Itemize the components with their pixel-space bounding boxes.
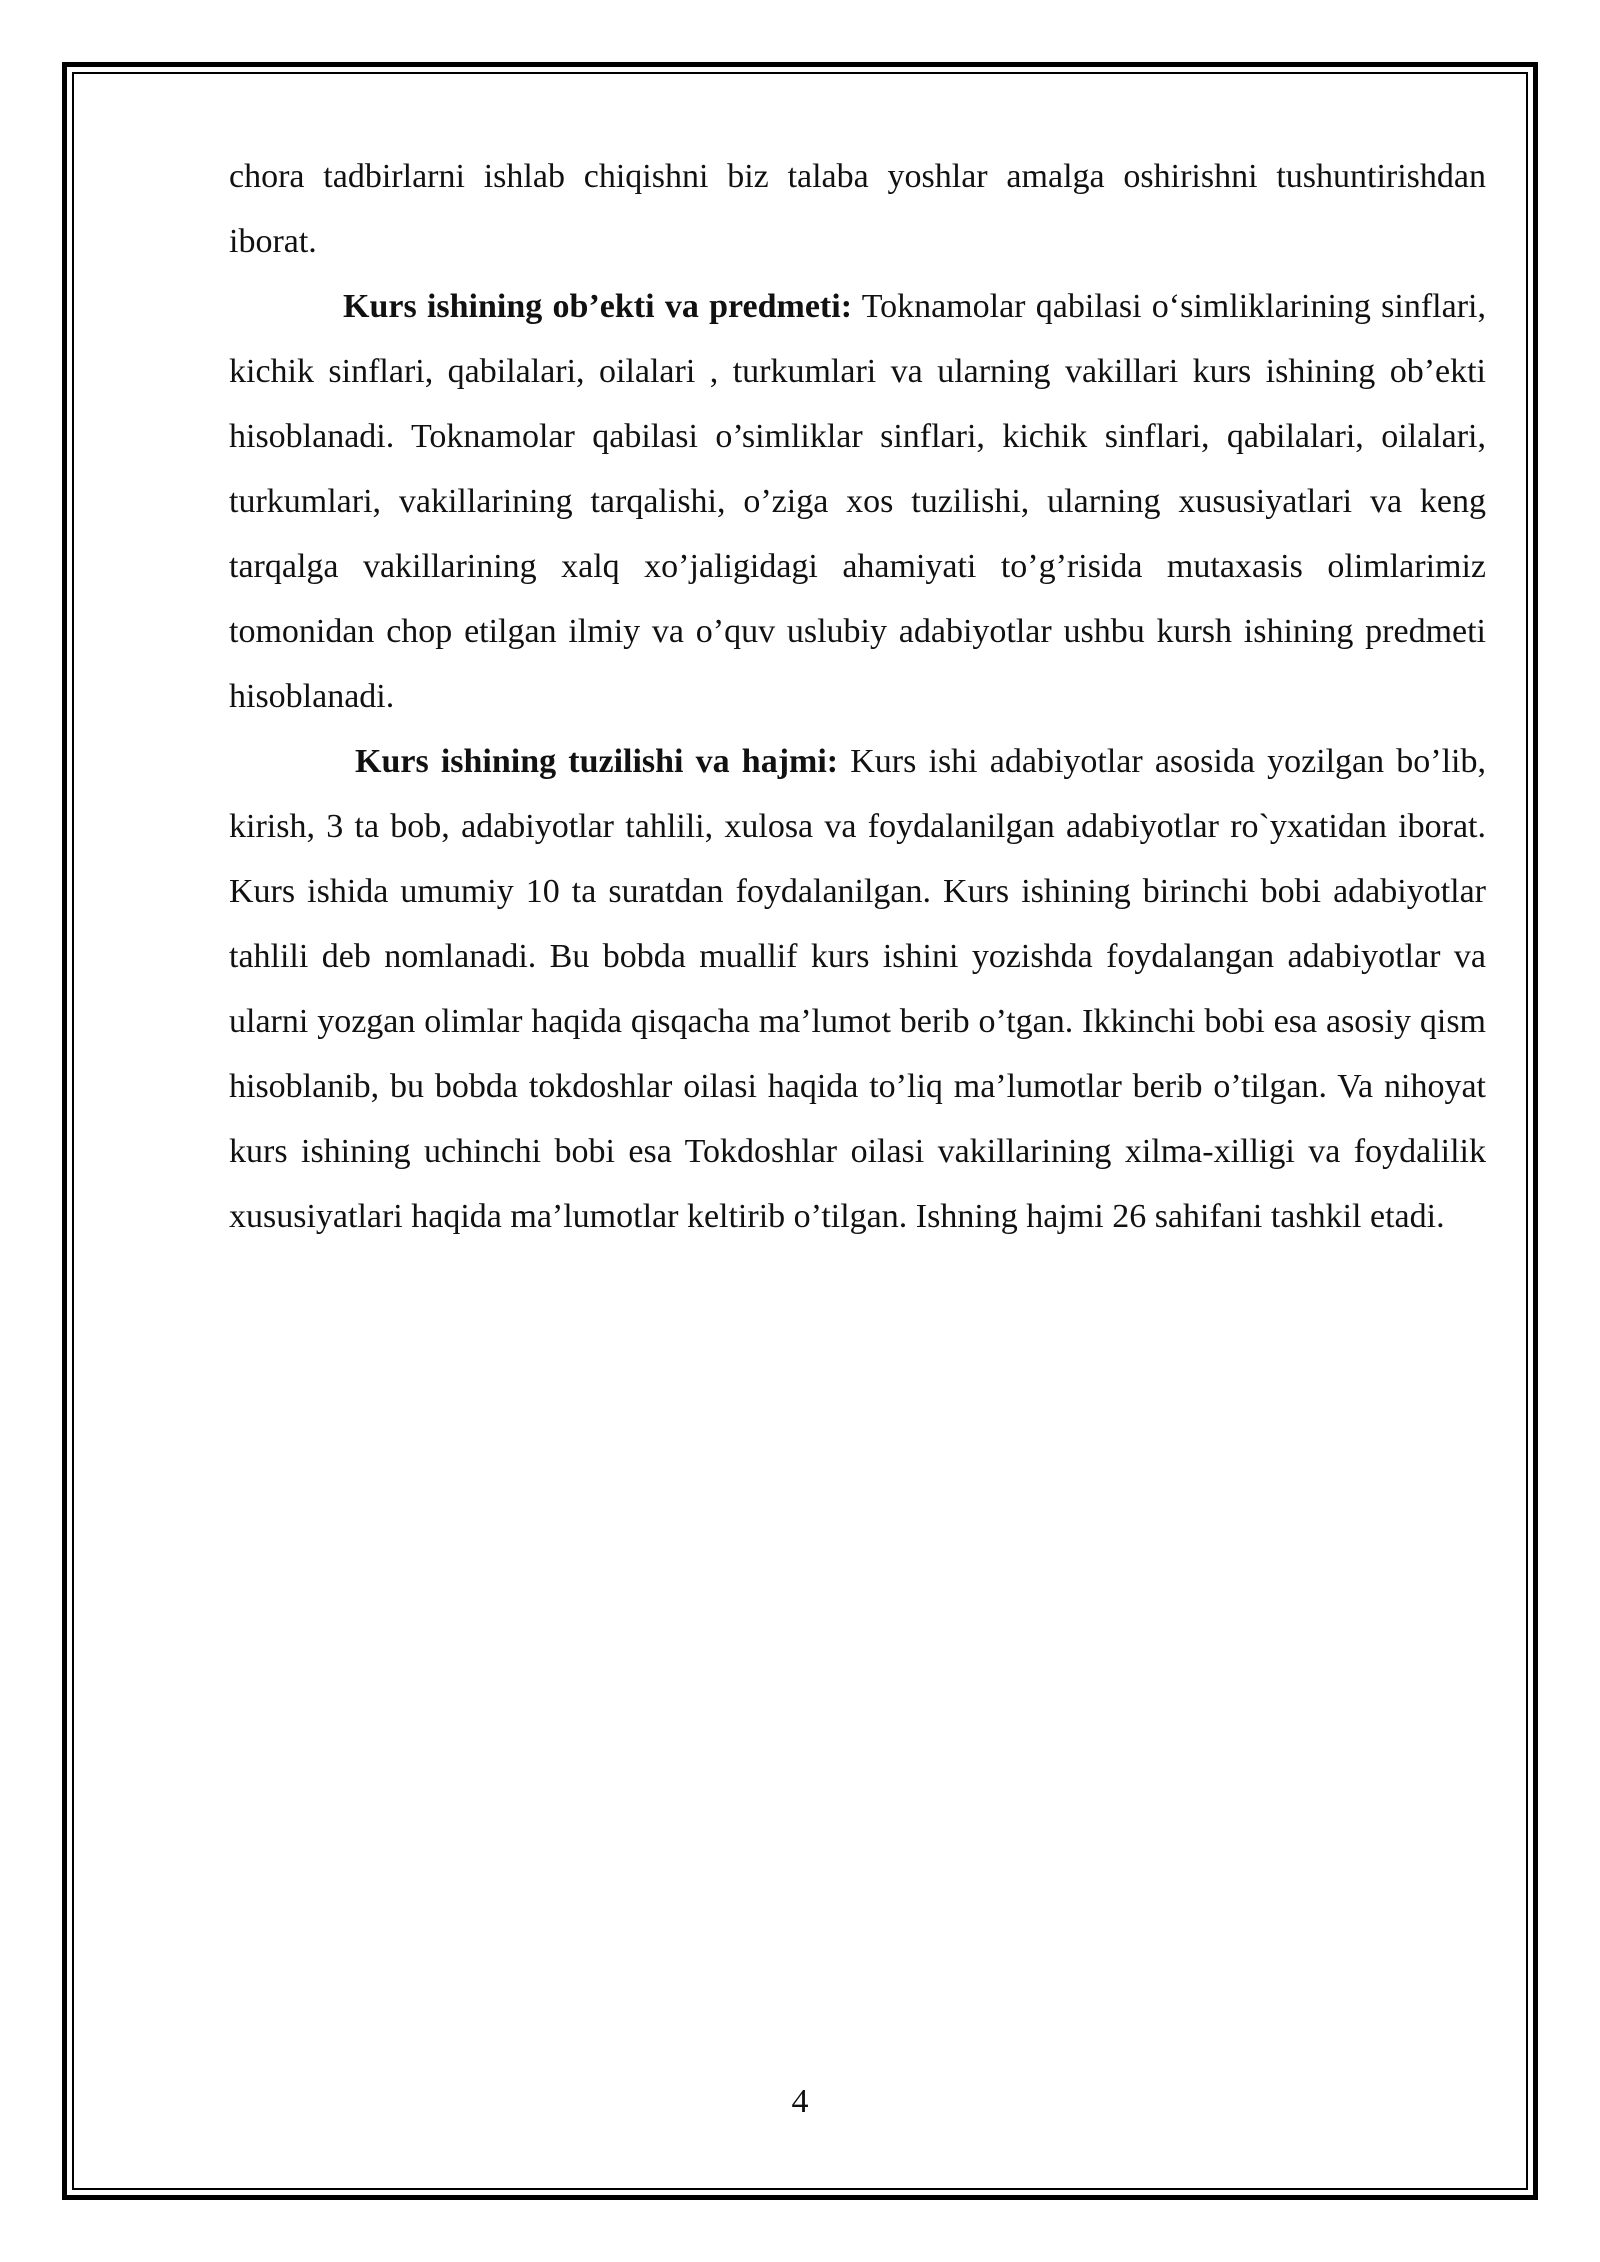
heading-structure-volume: Kurs ishining tuzilishi va hajmi: — [355, 743, 839, 780]
text-object-subject: Toknamolar qabilasi o‘simliklarining sinflari, kichik sinflari, qabilalari, oilalari , turkumlari va ularning vakillari kurs ishining ob’ekti hisoblanadi. Toknamolar qabilasi o’simliklar sinflari, kichik sinflari, qabilalari, oilalari, turkumlari, vakillarining tarqalishi, o’ziga xos tuzilishi, ularning xususiyatlari va keng tarqalga vakillarining xalq xo’jaligidagi ahamiyati to’g’risida mutaxasis olimlarimiz tomonidan chop etilgan ilmiy va o’quv uslubiy adabiyotlar ushbu kursh ishining predmeti hisoblanadi. — [229, 288, 1486, 715]
text-structure-volume: Kurs ishi adabiyotlar asosida yozilgan bo’lib, kirish, 3 ta bob, adabiyotlar tahlili, xulosa va foydalanilgan adabiyotlar ro`yxatidan iborat. Kurs ishida umumiy 10 ta suratdan foydalanilgan. Kurs ishining birinchi bobi adabiyotlar tahlili deb nomlanadi. Bu bobda muallif kurs ishini yozishda foydalangan adabiyotlar va ularni yozgan olimlar haqida qisqacha ma’lumot berib o’tgan. Ikkinchi bobi esa asosiy qism hisoblanib, bu bobda tokdoshlar oilasi haqida to’liq ma’lumotlar berib o’tilgan. Va nihoyat kurs ishining uchinchi bobi esa Tokdoshlar oilasi vakillarining xilma-xilligi va foydalilik xususiyatlari haqida ma’lumotlar keltirib o’tilgan. Ishning hajmi 26 sahifani tashkil etadi. — [229, 743, 1486, 1235]
document-body — [229, 144, 1486, 1249]
paragraph-structure-volume — [229, 729, 1486, 1249]
page-number: 4 — [791, 2083, 809, 2120]
heading-object-subject: Kurs ishining ob’ekti va predmeti: — [343, 288, 853, 325]
paragraph-object-subject — [229, 274, 1486, 729]
paragraph-continuation: chora tadbirlarni ishlab chiqishni biz talaba yoshlar amalga oshirishni tushuntirishdan iborat. — [229, 158, 1486, 260]
